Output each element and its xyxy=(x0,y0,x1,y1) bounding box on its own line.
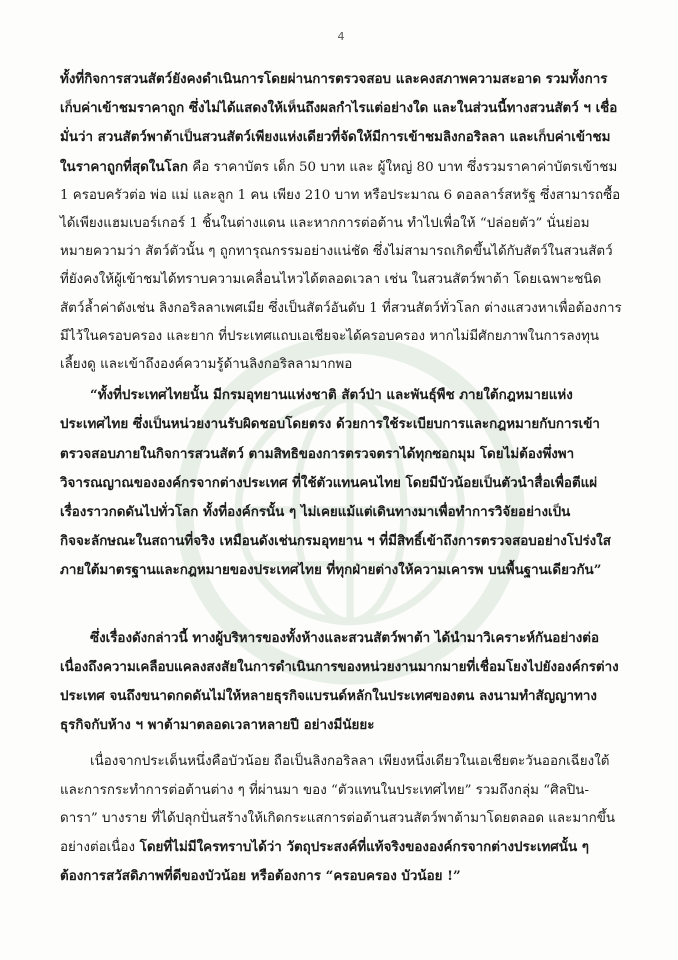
paragraph-3-run-1: ซึ่งเรื่องดังกล่าวนี้ ทางผู้บริหารของทั้งห้างและสวนสัตว์พาต้า ได้นำมาวิเคราะห์กันอย่างต่อเนื่องถึงความเคลือบแคลงสงสัยในการดำเนินการของหน่วยงานมากมายที่เชื่อมโยงไปยังองค์กรต่างประเทศ จนถึงขนาดกดดันไม่ให้หลายธุรกิจแบรนด์หลักในประเทศของตน ลงนามทำสัญญาทางธุรกิจกับห้าง ฯ พาต้ามาตลอดเวลาหลายปี อย่างมีนัยยะ xyxy=(60,629,619,734)
page-number: 4 xyxy=(337,30,345,43)
document-body xyxy=(60,65,622,891)
paragraph-2-run-1: “ทั้งที่ประเทศไทยนั้น มีกรมอุทยานแห่งชาติ สัตว์ป่า และพันธุ์พืช ภายใต้กฎหมายแห่งประเทศไทย ซึ่งเป็นหน่วยงานรับผิดชอบโดยตรง ด้วยการใช้ระเบียบการและกฎหมายกับการเข้าตรวจสอบภายในกิจการสวนสัตว์ ตามสิทธิของการตรวจตราได้ทุกซอกมุม โดยไม่ต้องพึ่งพาวิจารณญาณขององค์กรจากต่างประเทศ ที่ใช้ตัวแทนคนไทย โดยมีบัวน้อยเป็นตัวนำสื่อเพื่อตีแผ่เรื่องราวกดดันไปทั่วโลก ทั้งที่องค์กรนั้น ๆ ไม่เคยแม้แต่เดินทางมาเพื่อทำการวิจัยอย่างเป็นกิจจะลักษณะในสถานที่จริง เหมือนดังเช่นกรมอุทยาน ฯ ที่มีสิทธิ์เข้าถึงการตรวจสอบอย่างโปร่งใส ภายใต้มาตรฐานและกฎหมายของประเทศไทย ที่ทุกฝ่ายต่างให้ความเคารพ บนพื้นฐานเดียวกัน” xyxy=(60,387,611,579)
paragraph-1 xyxy=(60,65,622,379)
paragraph-1-run-2: คือ ราคาบัตร เด็ก 50 บาท และ ผู้ใหญ่ 80 บาท ซึ่งรวมราคาค่าบัตรเข้าชม 1 ครอบครัวต่อ พ่อ แม่ และลูก 1 คน เพียง 210 บาท หรือประมาณ 6 ดอลลาร์สหรัฐ ซึ่งสามารถซื้อได้เพียงแฮมเบอร์เกอร์ 1 ชิ้นในต่างแดน และหากการต่อต้าน ทำไปเพื่อให้ “ปล่อยตัว” นั่นย่อมหมายความว่า สัตว์ตัวนั้น ๆ ถูกทารุณกรรมอย่างแน่ชัด ซึ่งไม่สามารถเกิดขึ้นได้กับสัตว์ในสวนสัตว์ ที่ยังคงให้ผู้เข้าชมได้ทราบความเคลื่อนไหวได้ตลอดเวลา เช่น ในสวนสัตว์พาต้า โดยเฉพาะชนิดสัตว์ล้ำค่าดังเช่น ลิงกอริลลาเพศเมีย ซึ่งเป็นสัตว์อันดับ 1 ที่สวนสัตว์ทั่วโลก ต่างแสวงหาเพื่อต้องการมีไว้ในครอบครอง และยาก ที่ประเทศแถบเอเชียจะได้ครอบครอง หากไม่มีศักยภาพในการลงทุน เลี้ยงดู และเข้าถึงองค์ความรู้ด้านลิงกอริลลามากพอ xyxy=(60,159,622,373)
paragraph-4 xyxy=(60,748,622,891)
paragraph-2-quote xyxy=(60,381,622,585)
paragraph-4-run-2: โดยที่ไม่มีใครทราบได้ว่า วัตถุประสงค์ที่แท้จริงขององค์กรจากต่างประเทศนั้น ๆ ต้องการสวัสดิภาพที่ดีของบัวน้อย หรือต้องการ “ครอบครอง บัวน้อย !” xyxy=(60,839,589,885)
paragraph-4-run-1: เนื่องจากประเด็นหนึ่งคือบัวน้อย ถือเป็นลิงกอริลลา เพียงหนึ่งเดียวในเอเชียตะวันออกเฉียงใต้ และการกระทำการต่อต้านต่าง ๆ ที่ผ่านมา ของ “ตัวแทนในประเทศไทย” รวมถึงกลุ่ม “ศิลปิน-ดารา” บางราย ที่ได้ปลุกปั่นสร้างให้เกิดกระแสการต่อต้านสวนสัตว์พาต้ามาโดยตลอด และมากขึ้นอย่างต่อเนื่อง xyxy=(60,754,616,856)
paragraph-1-run-1: ทั้งที่กิจการสวนสัตว์ยังคงดำเนินการโดยผ่านการตรวจสอบ และคงสภาพความสะอาด รวมทั้งการเก็บค่าเข้าชมราคาถูก ซึ่งไม่ได้แสดงให้เห็นถึงผลกำไรแต่อย่างใด และในส่วนนี้ทางสวนสัตว์ ฯ เชื่อมั่นว่า สวนสัตว์พาต้าเป็นสวนสัตว์เพียงแห่งเดียวที่จัดให้มีการเข้าชมลิงกอริลลา และเก็บค่าเข้าชมในราคาถูกที่สุดในโลก xyxy=(60,71,618,175)
paragraph-3 xyxy=(60,624,622,741)
